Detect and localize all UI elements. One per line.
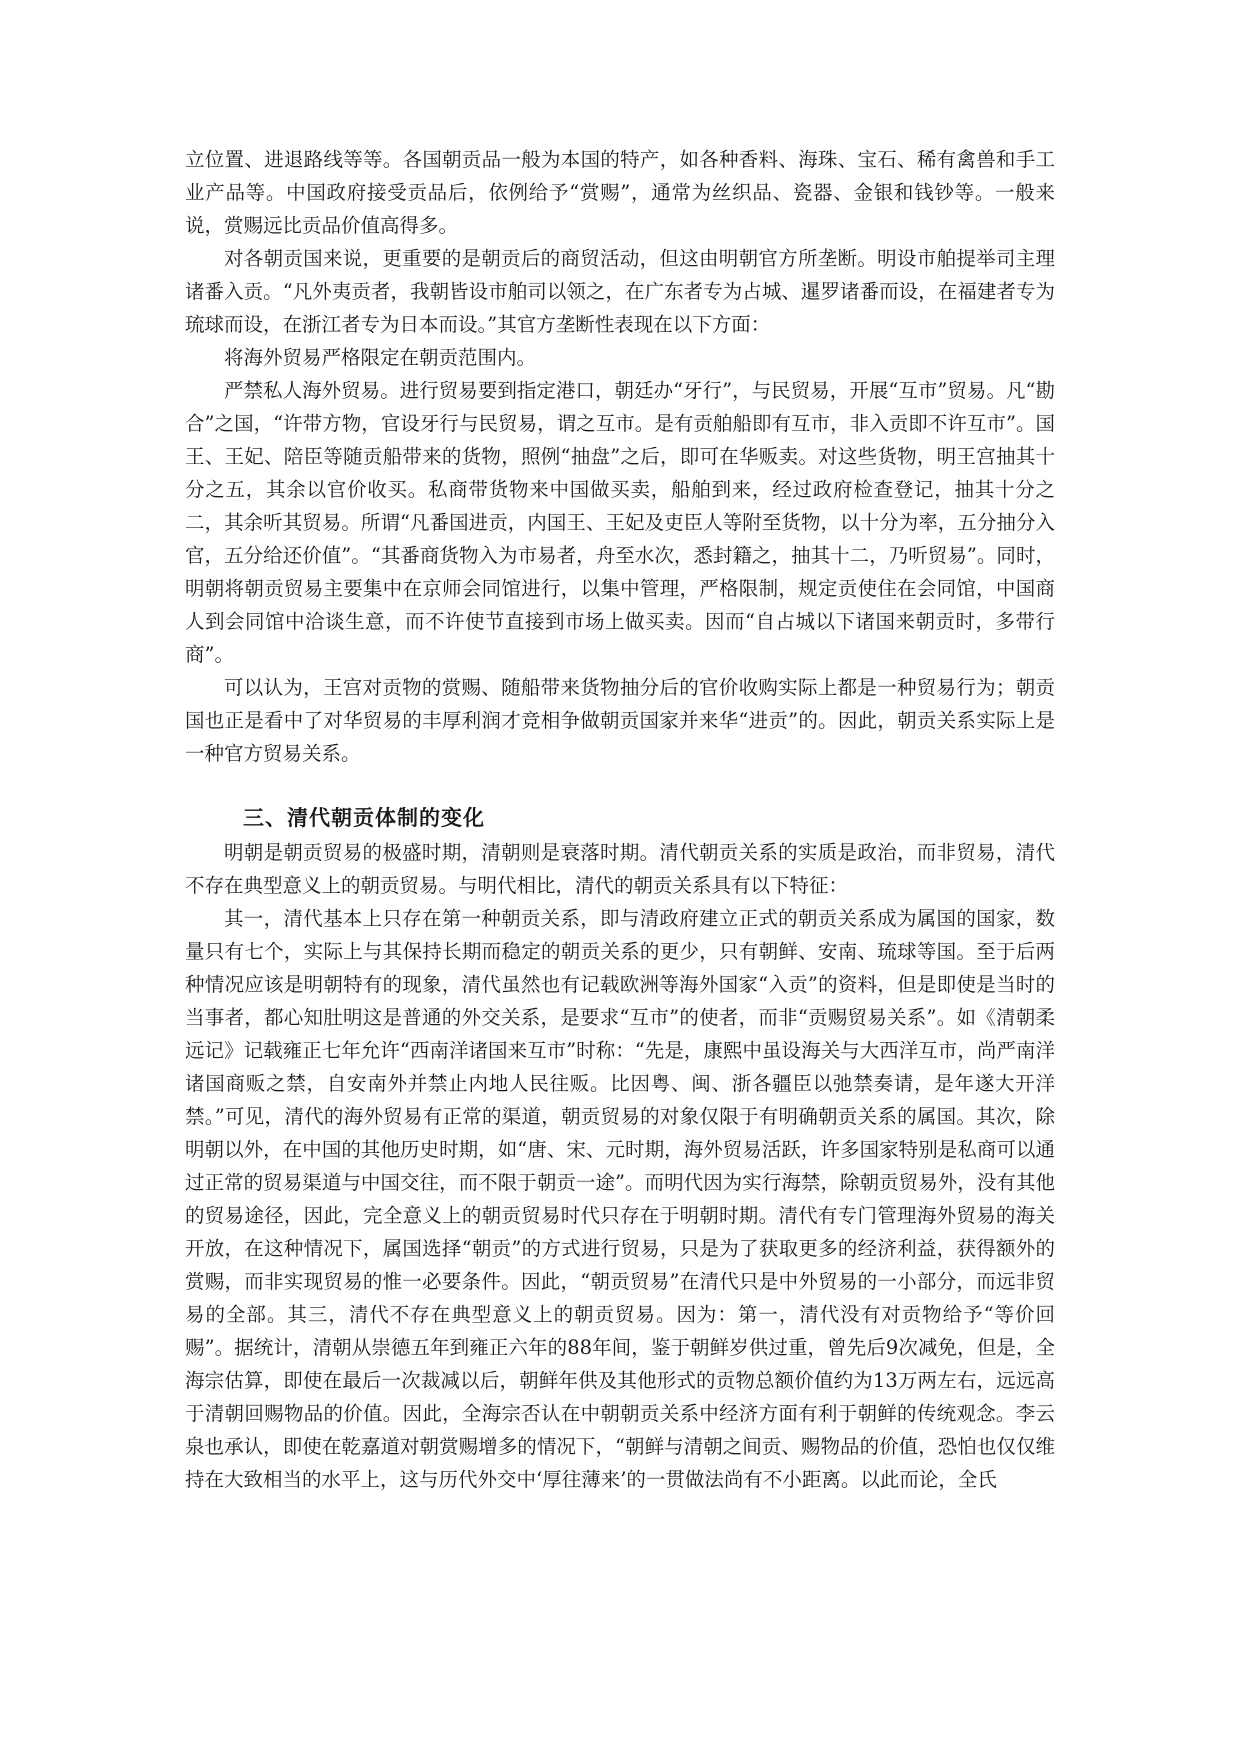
body-paragraph: 将海外贸易严格限定在朝贡范围内。 [224, 346, 537, 369]
body-paragraph: 严禁私人海外贸易。进行贸易要到指定港口，朝廷办“牙行”，与民贸易，开展“互市”贸易。凡“勘合”之国，“许带方物，官设牙行与民贸易，谓之互市。是有贡舶船即有互市，非入贡即不许互市”。国王、王妃、陪臣等随贡船带来的货物，照例“抽盘”之后，即可在华贩卖。对这些货物，明王宫抽其十分之五，其余以官价收买。私商带货物来中国做买卖，船舶到来，经过政府检查登记，抽其十分之二，其余听其贸易。所谓“凡番国进贡，内国王、王妃及吏臣人等附至货物，以十分为率，五分抽分入官，五分给还价值”。“其番商货物入为市易者，舟至水次，悉封籍之，抽其十二，乃听贸易”。同时，明朝将朝贡贸易主要集中在京师会同馆进行，以集中管理，严格限制，规定贡使住在会同馆，中国商人到会同馆中洽谈生意，而不许使节直接到市场上做买卖。因而“自占城以下诸国来朝贡时，多带行商”。 [185, 379, 1055, 666]
body-paragraph: 立位置、进退路线等等。各国朝贡品一般为本国的特产，如各种香料、海珠、宝石、稀有禽兽和手工业产品等。中国政府接受贡品后，依例给予“赏赐”，通常为丝织品、瓷器、金银和钱钞等。一般来说，赏赐远比贡品价值高得多。 [185, 148, 1055, 237]
document-page [185, 143, 1055, 1496]
section-heading: 三、清代朝贡体制的变化 [243, 805, 485, 830]
body-paragraph: 其一，清代基本上只存在第一种朝贡关系，即与清政府建立正式的朝贡关系成为属国的国家，数量只有七个，实际上与其保持长期而稳定的朝贡关系的更少，只有朝鲜、安南、琉球等国。至于后两种情况应该是明朝特有的现象，清代虽然也有记载欧洲等海外国家“入贡”的资料，但是即使是当时的当事者，都心知肚明这是普通的外交关系，是要求“互市”的使者，而非“贡赐贸易关系”。如《清朝柔远记》记载雍正七年允许“西南洋诸国来互市”时称：“先是，康熙中虽设海关与大西洋互市，尚严南洋诸国商贩之禁，自安南外并禁止内地人民往贩。比因粤、闽、浙各疆臣以弛禁奏请，是年遂大开洋禁。”可见，清代的海外贸易有正常的渠道，朝贡贸易的对象仅限于有明确朝贡关系的属国。其次，除明朝以外，在中国的其他历史时期，如“唐、宋、元时期，海外贸易活跃，许多国家特别是私商可以通过正常的贸易渠道与中国交往，而不限于朝贡一途”。而明代因为实行海禁，除朝贡贸易外，没有其他的贸易途径，因此，完全意义上的朝贡贸易时代只存在于明朝时期。清代有专门管理海外贸易的海关开放，在这种情况下，属国选择“朝贡”的方式进行贸易，只是为了获取更多的经济利益，获得额外的赏赐，而非实现贸易的惟一必要条件。因此，“朝贡贸易”在清代只是中外贸易的一小部分，而远非贸易的全部。其三，清代不存在典型意义上的朝贡贸易。因为：第一，清代没有对贡物给予“等价回赐”。据统计，清朝从崇德五年到雍正六年的88年间，鉴于朝鲜岁供过重，曾先后9次减免，但是，全海宗估算，即使在最后一次裁减以后，朝鲜年供及其他形式的贡物总额价值约为13万两左右，远远高于清朝回赐物品的价值。因此，全海宗否认在中朝朝贡关系中经济方面有利于朝鲜的传统观念。李云泉也承认，即使在乾嘉道对朝赏赐增多的情况下，“朝鲜与清朝之间贡、赐物品的价值，恐怕也仅仅维持在大致相当的水平上，这与历代外交中‘厚往薄来’的一贯做法尚有不小距离。以此而论，全氏 [185, 907, 1055, 1491]
body-paragraph: 对各朝贡国来说，更重要的是朝贡后的商贸活动，但这由明朝官方所垄断。明设市舶提举司主理诸番入贡。“凡外夷贡者，我朝皆设市舶司以领之，在广东者专为占城、暹罗诸番而设，在福建者专为琉球而设，在浙江者专为日本而设。”其官方垄断性表现在以下方面： [185, 247, 1055, 336]
body-paragraph: 明朝是朝贡贸易的极盛时期，清朝则是衰落时期。清代朝贡关系的实质是政治，而非贸易，清代不存在典型意义上的朝贡贸易。与明代相比，清代的朝贡关系具有以下特征： [185, 841, 1055, 897]
body-paragraph: 可以认为，王宫对贡物的赏赐、随船带来货物抽分后的官价收购实际上都是一种贸易行为；朝贡国也正是看中了对华贸易的丰厚利润才竞相争做朝贡国家并来华“进贡”的。因此，朝贡关系实际上是一种官方贸易关系。 [185, 676, 1055, 765]
